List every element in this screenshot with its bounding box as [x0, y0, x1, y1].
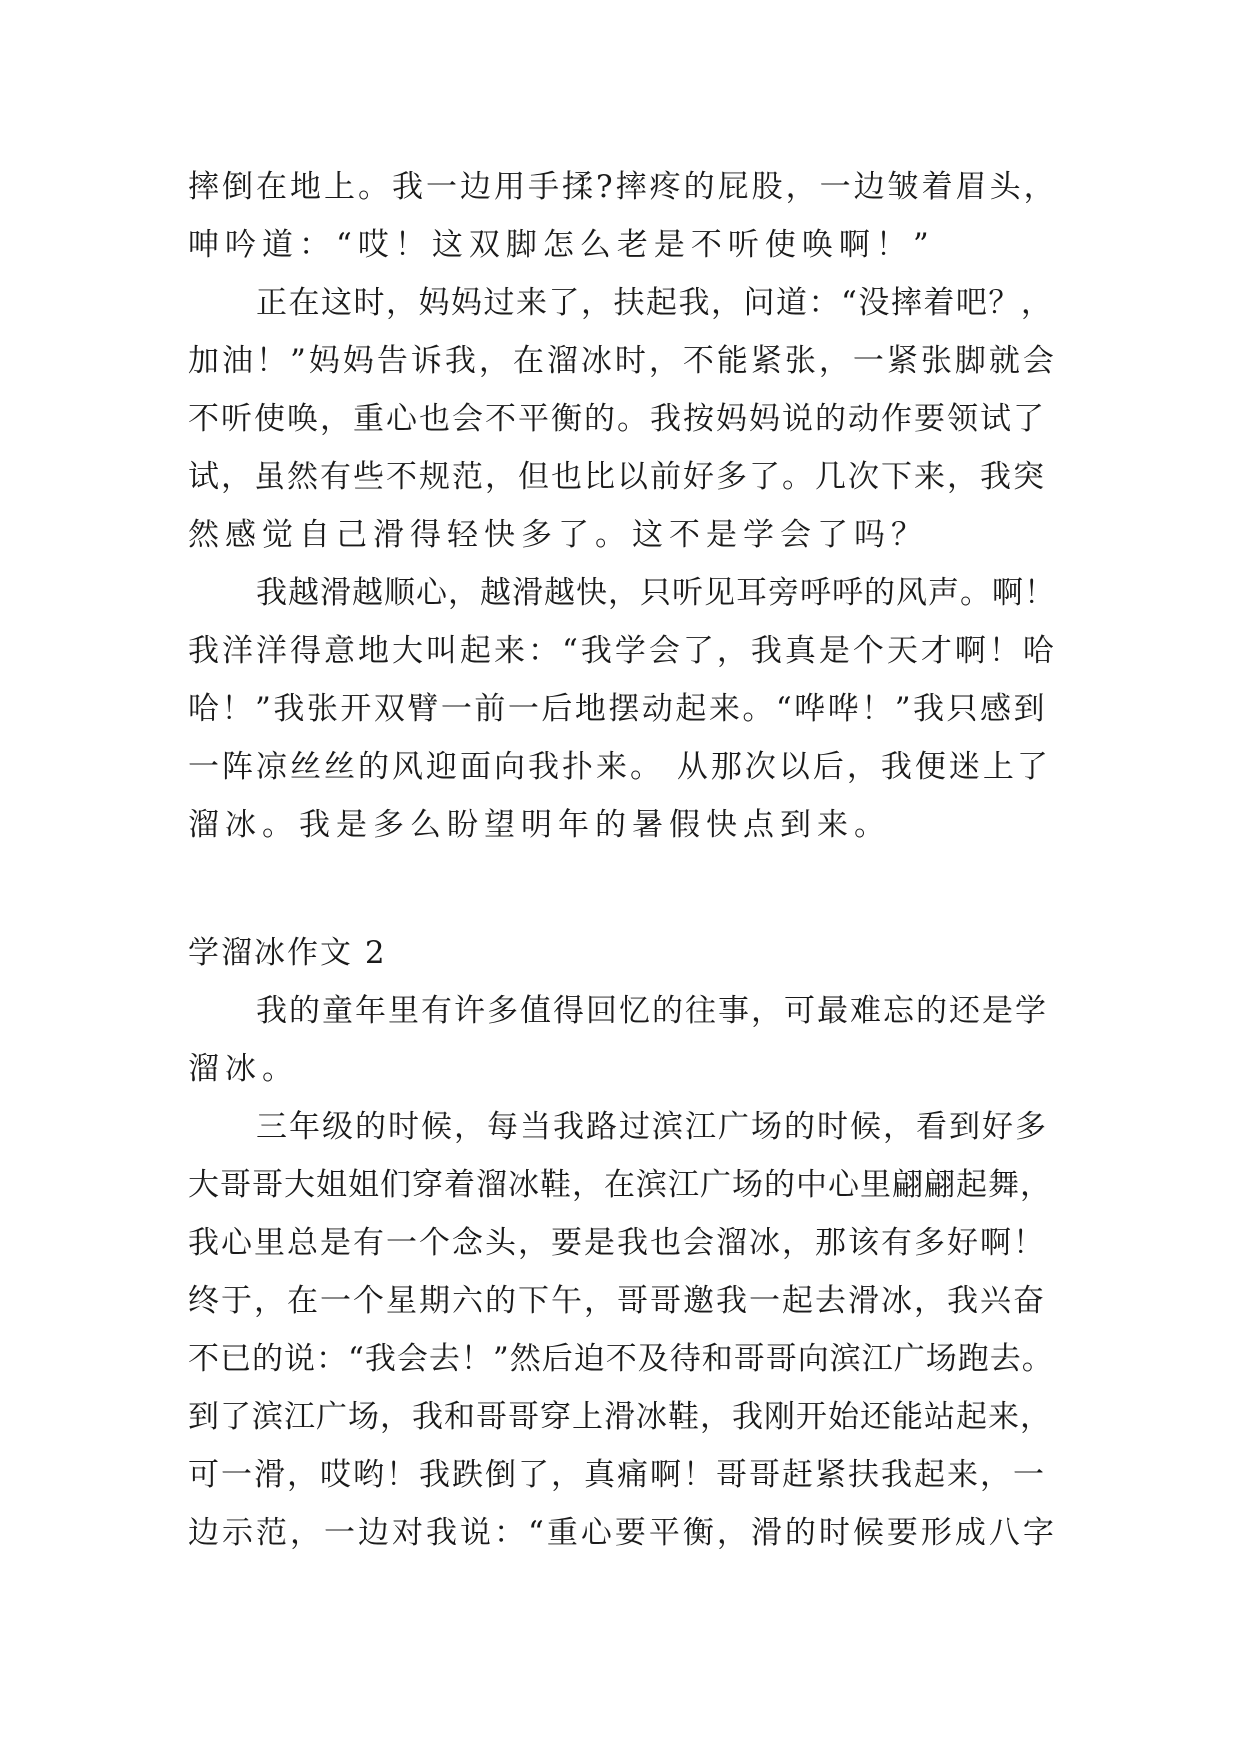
paragraph — [188, 982, 1058, 1098]
section-gap — [188, 854, 1058, 924]
text-line: 终于，在一个星期六的下午，哥哥邀我一起去滑冰，我兴奋 — [188, 1283, 1046, 1319]
text-line: 我洋洋得意地大叫起来：“我学会了，我真是个天才啊！哈 — [188, 633, 1057, 669]
text-line: 三年级的时候，每当我路过滨江广场的时候，看到好多 — [256, 1109, 1048, 1145]
section-title: 学溜冰作文 2 — [188, 935, 387, 971]
text-line: 不听使唤，重心也会不平衡的。我按妈妈说的动作要领试了 — [188, 401, 1046, 437]
paragraph — [188, 274, 1058, 564]
paragraph — [188, 158, 1058, 274]
text-line: 一阵凉丝丝的风迎面向我扑来。 从那次以后，我便迷上了 — [188, 749, 1051, 785]
text-line: 我的童年里有许多值得回忆的往事，可最难忘的还是学 — [256, 993, 1048, 1029]
text-line: 不已的说：“我会去！”然后迫不及待和哥哥向滨江广场跑去。 — [188, 1341, 1054, 1377]
text-line: 加油！”妈妈告诉我，在溜冰时，不能紧张，一紧张脚就会 — [188, 343, 1057, 379]
text-line: 呻吟道：“哎！这双脚怎么老是不听使唤啊！” — [188, 227, 935, 263]
text-line: 边示范，一边对我说：“重心要平衡，滑的时候要形成八字 — [188, 1515, 1057, 1551]
text-line: 我越滑越顺心，越滑越快，只听见耳旁呼呼的风声。啊！ — [256, 575, 1056, 611]
text-line: 大哥哥大姐姐们穿着溜冰鞋，在滨江广场的中心里翩翩起舞， — [188, 1167, 1052, 1203]
essay-part-2 — [188, 982, 1058, 1562]
paragraph — [188, 1098, 1058, 1562]
text-line: 试，虽然有些不规范，但也比以前好多了。几次下来，我突 — [188, 459, 1046, 495]
text-line: 可一滑，哎哟！我跌倒了，真痛啊！哥哥赶紧扶我起来，一 — [188, 1457, 1046, 1493]
document-body — [188, 158, 1058, 1562]
text-line: 正在这时，妈妈过来了，扶起我，问道：“没摔着吧？， — [256, 285, 1054, 321]
text-line: 溜冰。 — [188, 1051, 299, 1087]
text-line: 然感觉自己滑得轻快多了。这不是学会了吗？ — [188, 517, 928, 553]
text-line: 哈！”我张开双臂一前一后地摆动起来。“哗哗！”我只感到 — [188, 691, 1048, 727]
paragraph — [188, 564, 1058, 854]
text-line: 到了滨江广场，我和哥哥穿上滑冰鞋，我刚开始还能站起来， — [188, 1399, 1052, 1435]
text-line: 摔倒在地上。我一边用手揉?摔疼的屁股，一边皱着眉头， — [188, 169, 1058, 205]
essay-part-1 — [188, 158, 1058, 854]
text-line: 我心里总是有一个念头，要是我也会溜冰，那该有多好啊！ — [188, 1225, 1046, 1261]
text-line: 溜冰。我是多么盼望明年的暑假快点到来。 — [188, 807, 891, 843]
